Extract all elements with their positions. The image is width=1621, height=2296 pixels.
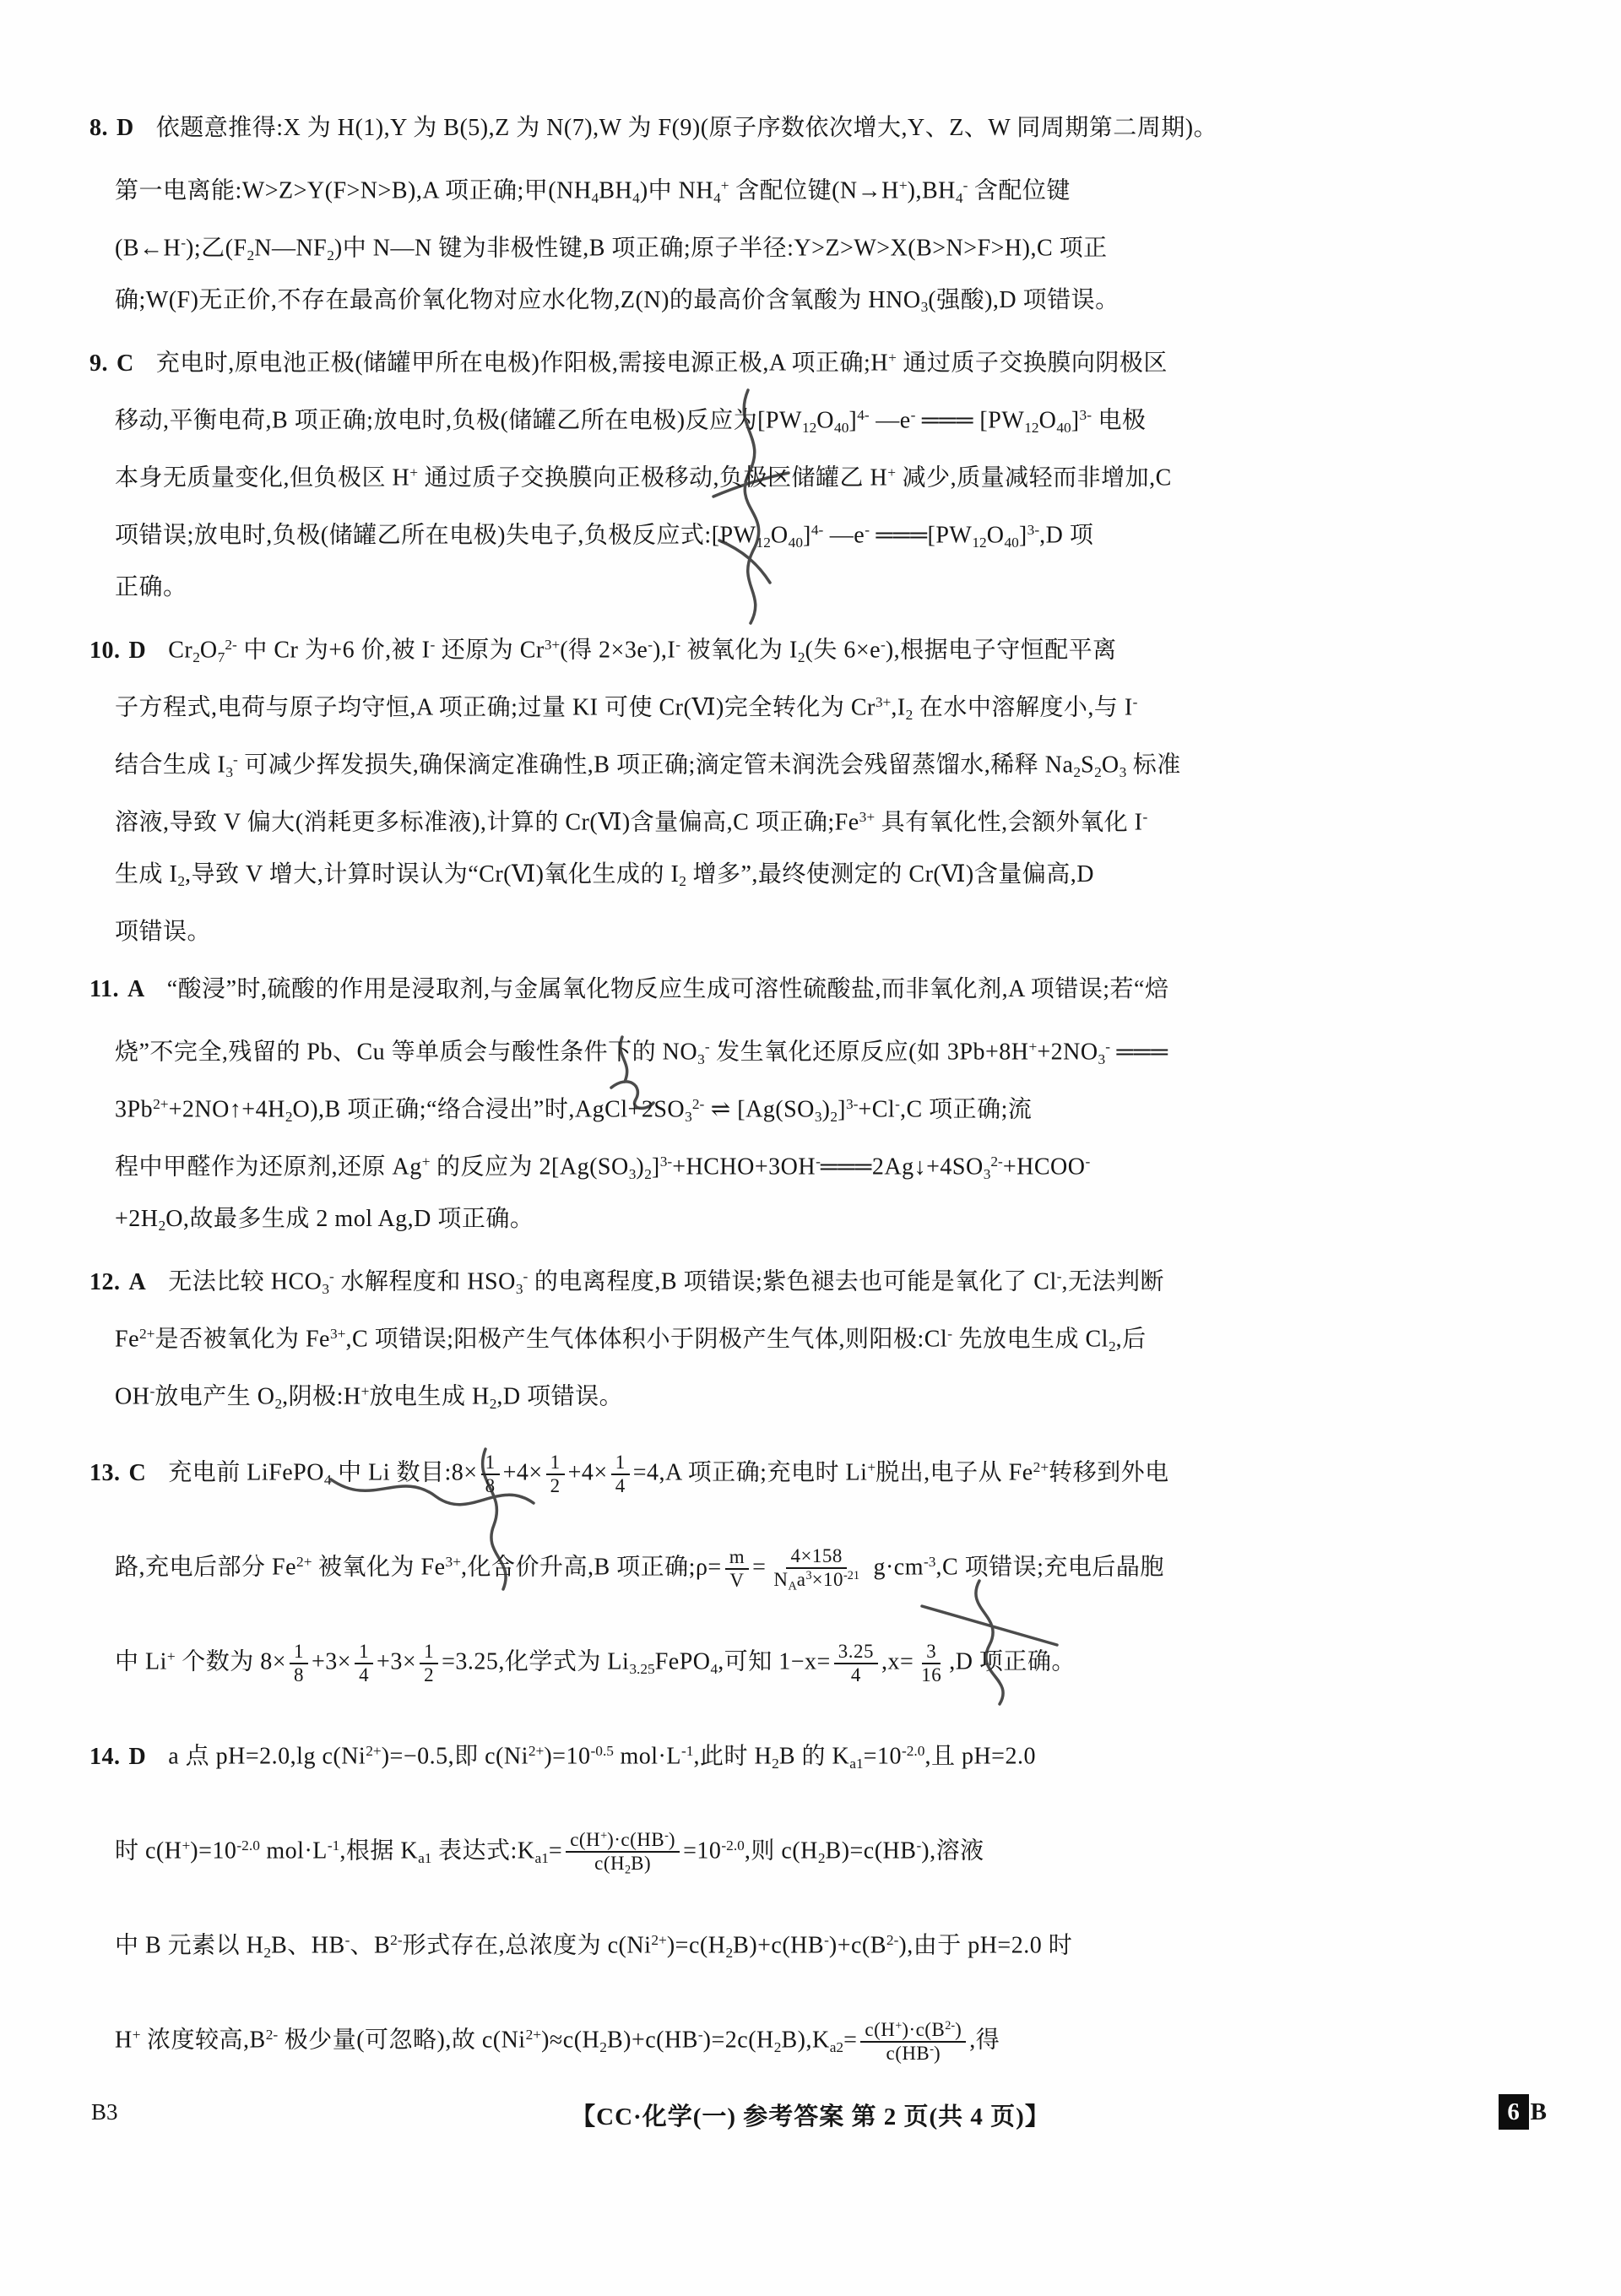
answer-line: 9. C 充电时,原电池正极(储罐甲所在电极)作阳极,需接电源正极,A 项正确;H+ 通过质子交换膜向阴极区	[89, 350, 1168, 377]
answer-line: 确;W(F)无正价,不存在最高价氧化物对应水化物,Z(N)的最高价含氧酸为 $HNO_3$(强酸),D 项错误。	[115, 287, 1120, 316]
answer-line: 11. A “酸浸”时,硫酸的作用是浸取剂,与金属氧化物反应生成可溶性硫酸盐,而非氧化剂,A 项错误;若“焙	[89, 976, 1169, 1002]
footer-code-right	[1499, 2094, 1547, 2130]
question-number: 12.	[89, 1268, 121, 1295]
fraction: $\frac{m}{V}$	[725, 1546, 749, 1593]
answer-line: 结合生成 $I_3^-$ 可减少挥发损失,确保滴定准确性,B 项正确;滴定管未润洗会残留蒸馏水,稀释 $Na_2S_2O_3$ 标准	[115, 752, 1181, 780]
answer-line: 10. D $Cr_2O_7^{2-}$ 中 Cr 为+6 价,被 I- 还原为 $Cr^{3+}$(得 2×3e-),I- 被氧化为 $I_2$(失 6×e-),根据电子守恒配平离	[89, 637, 1117, 665]
answer-line: $+2H_2O$,故最多生成 2 mol Ag,D 项正确。	[115, 1206, 534, 1235]
answer-item	[89, 100, 1596, 329]
fraction: $\frac{1}{2}$	[420, 1641, 438, 1687]
answer-line: 8. D 依题意推得:X 为 H(1),Y 为 B(5),Z 为 N(7),W 为 F(9)(原子序数依次增大,Y、Z、W 同周期第二周期)。	[89, 115, 1218, 141]
answer-line: $3Pb^{2+}+2NO↑+4H_2O),B$ 项正确;“络合浸出”时$,AgCl+2SO_3^{2-}$ ⇌ $[Ag(SO_3)_2]^{3-}+Cl^-,C$ 项正确;流	[115, 1096, 1033, 1125]
answer-item	[89, 616, 1596, 961]
question-number: 10.	[89, 637, 121, 664]
answer-line: 生成 $I_2$,导致 V 增大,计算时误认为“Cr(Ⅵ)氧化生成的 $I_2$ 增多”,最终使测定的 Cr(Ⅵ)含量偏高,D	[115, 861, 1094, 890]
answer-line: 移动,平衡电荷,B 项正确;放电时,负极(储罐乙所在电极)反应为$[PW_{12}O_{40}]^{4-}$ —e- ═══ $[PW_{12}O_{40}]^{3-}$ 电极	[115, 407, 1147, 436]
answer-line: 中 Li+ 个数为 8× $\frac{1}{8}$ +3× $\frac{1}{4}$ +3× $\frac{1}{2}$ =3.25,化学式为 $Li_{3.25}FePO_4$,可知 1−x= $\frac{3.25}{4}$ ,x= $\frac{3}{16}$ ,D 项正确。	[115, 1640, 1076, 1686]
footer-code-left: B3	[91, 2099, 118, 2125]
question-number: 11.	[89, 976, 119, 1002]
fraction: $\frac{1}{8}$	[481, 1452, 500, 1498]
fraction: $\frac{3}{16}$	[921, 1640, 942, 1686]
fraction: $\frac{4\times 158}{N_Aa^3\times 10^{-21}}$	[773, 1544, 859, 1593]
answer-line: 项错误。	[115, 919, 212, 945]
answer-line: $Fe^{2+}$是否被氧化为 $Fe^{3+},C$ 项错误;阳极产生气体体积小于阴极产生气体,则阳极:Cl- 先放电生成 $Cl_2$,后	[115, 1326, 1147, 1354]
answer-line: 路,充电后部分 $Fe^{2+}$ 被氧化为 $Fe^{3+}$,化合价升高,B 项正确;ρ= $\frac{m}{V}$ = $\frac{4\times 158}{N_Aa^3\times 10^{-21}}$ $g\cdot cm^{-3},C$ 项错误;充电后晶胞	[115, 1544, 1164, 1593]
question-number: 8.	[89, 115, 108, 141]
answer-line: H+ 浓度较高$,B^{2-}$ 极少量(可忽略),故 $c(Ni^{2+})\approx c(H_2B)+c(HB^-)=2c(H_2B),K_{a2}=$ $\frac{c(H^+)\cdot c(B^{2-})}{c(HB^-)}$ ,得	[115, 2018, 1000, 2065]
question-number: 14.	[89, 1743, 121, 1770]
answer-line: 第一电离能:W>Z>Y(F>N>B),A 项正确;甲$(NH_4BH_4)$中 $NH_4^+$ 含配位键$(N\to H^+),BH_4^-$ 含配位键	[115, 177, 1071, 206]
fraction: $\frac{1}{4}$	[355, 1641, 373, 1687]
answer-line: 正确。	[115, 574, 187, 600]
fraction: $\frac{1}{2}$	[546, 1452, 565, 1498]
answer-line: 14. D a 点 pH=2.0,lg $c(Ni^{2+})=-0.5$,即 $c(Ni^{2+})=10^{-0.5}$ $mol\cdot L^{-1}$,此时 $H_2B$ 的 $K_{a1}=10^{-2.0}$,且 pH=2.0	[89, 1743, 1036, 1772]
answer-line: 溶液,导致 V 偏大(消耗更多标准液),计算的 Cr(Ⅵ)含量偏高,C 项正确$;Fe^{3+}$ 具有氧化性,会额外氧化 I-	[115, 809, 1148, 836]
fraction: $\frac{1}{8}$	[290, 1641, 308, 1687]
answer-choice: C	[128, 1459, 147, 1486]
question-number: 13.	[89, 1459, 121, 1486]
footer-badge: 6	[1499, 2094, 1529, 2130]
answer-line: (B←H-);乙$(F_2N—NF_2)$中 N—N 键为非极性键,B 项正确;原子半径:Y>Z>W>X(B>N>F>H),C 项正	[115, 235, 1108, 263]
footer-title: 【CC·化学(一) 参考答案 第 2 页(共 4 页)】	[571, 2103, 1050, 2130]
fraction: $\frac{c(H^+)\cdot c(HB^-)}{c(H_2B)}$	[566, 1829, 680, 1877]
answer-line: 项错误;放电时,负极(储罐乙所在电极)失电子,负极反应式$:[PW_{12}O_{40}]^{4-}$ —e- $═══[PW_{12}O_{40}]^{3-},D$ 项	[115, 522, 1094, 551]
answer-item	[89, 329, 1596, 616]
answer-line: 时 $c(H^+)=10^{-2.0}$ $mol\cdot L^{-1}$,根据 $K_{a1}$ 表达式$:K_{a1}=$ $\frac{c(H^+)\cdot c(HB^-)}{c(H_2B)}$ $=10^{-2.0}$,则 $c(H_2B)=c(HB^-)$,溶液	[115, 1828, 984, 1877]
fraction: $\frac{3.25}{4}$	[834, 1641, 878, 1687]
answer-line: 中 B 元素以 $H_2B$、HB-、$B^{2-}$形式存在,总浓度为 $c(Ni^{2+})=c(H_2B)+c(HB^-)+c(B^{2-})$,由于 pH=2.0 时	[115, 1932, 1073, 1961]
fraction: $\frac{c(H^+)\cdot c(B^{2-})}{c(HB^-)}$	[860, 2019, 966, 2065]
answer-line: 烧”不完全,残留的 Pb、Cu 等单质会与酸性条件下的 $NO_3^-$ 发生氧化还原反应(如 $3Pb+8H^++2NO_3^-$ ═══	[115, 1039, 1168, 1067]
answer-choice: D	[128, 637, 147, 664]
answer-line: 子方程式,电荷与原子均守恒,A 项正确;过量 KI 可使 Cr(Ⅵ)完全转化为 $Cr^{3+},I_2$ 在水中溶解度小,与 I-	[115, 694, 1138, 723]
answer-choice: C	[117, 350, 134, 377]
fraction: $\frac{1}{4}$	[611, 1452, 630, 1498]
answer-item	[89, 961, 1596, 1248]
question-number: 9.	[89, 350, 108, 377]
answer-line: 13. C 充电前 LiFePO$_4$ 中 Li 数目:8× $\frac{1}{8}$ +4× $\frac{1}{2}$ +4× $\frac{1}{4}$ =4,A 项正确;充电时 Li+脱出,电子从 $Fe^{2+}$转移到外电	[89, 1451, 1169, 1497]
answer-line: 12. A 无法比较 $HCO_3^-$ 水解程度和 $HSO_3^-$ 的电离程度,B 项错误;紫色褪去也可能是氧化了 Cl-,无法判断	[89, 1268, 1165, 1297]
answer-choice: D	[117, 115, 134, 141]
answer-choice: A	[128, 1268, 147, 1295]
answer-list	[89, 100, 1596, 2082]
answer-choice: A	[127, 976, 145, 1002]
answer-item	[89, 1704, 1596, 2082]
answer-line: OH-放电产生 $O_2$,阴极:H+放电生成 $H_2,D$ 项错误。	[115, 1383, 624, 1412]
answer-line: 程中甲醛作为还原剂,还原 Ag+ 的反应为 $2[Ag(SO_3)_2]^{3-}+HCHO+3OH^-═══2Ag↓+4SO_3^{2-}+HCOO^-$	[115, 1153, 1091, 1182]
answer-item	[89, 1248, 1596, 1420]
answer-line: 本身无质量变化,但负极区 H+ 通过质子交换膜向正极移动,负极区储罐乙 H+ 减少,质量减轻而非增加,C	[115, 464, 1172, 491]
answer-choice: D	[128, 1743, 147, 1770]
footer-badge-suffix: B	[1530, 2098, 1547, 2125]
page-footer	[0, 2092, 1621, 2143]
answer-item	[89, 1420, 1596, 1704]
